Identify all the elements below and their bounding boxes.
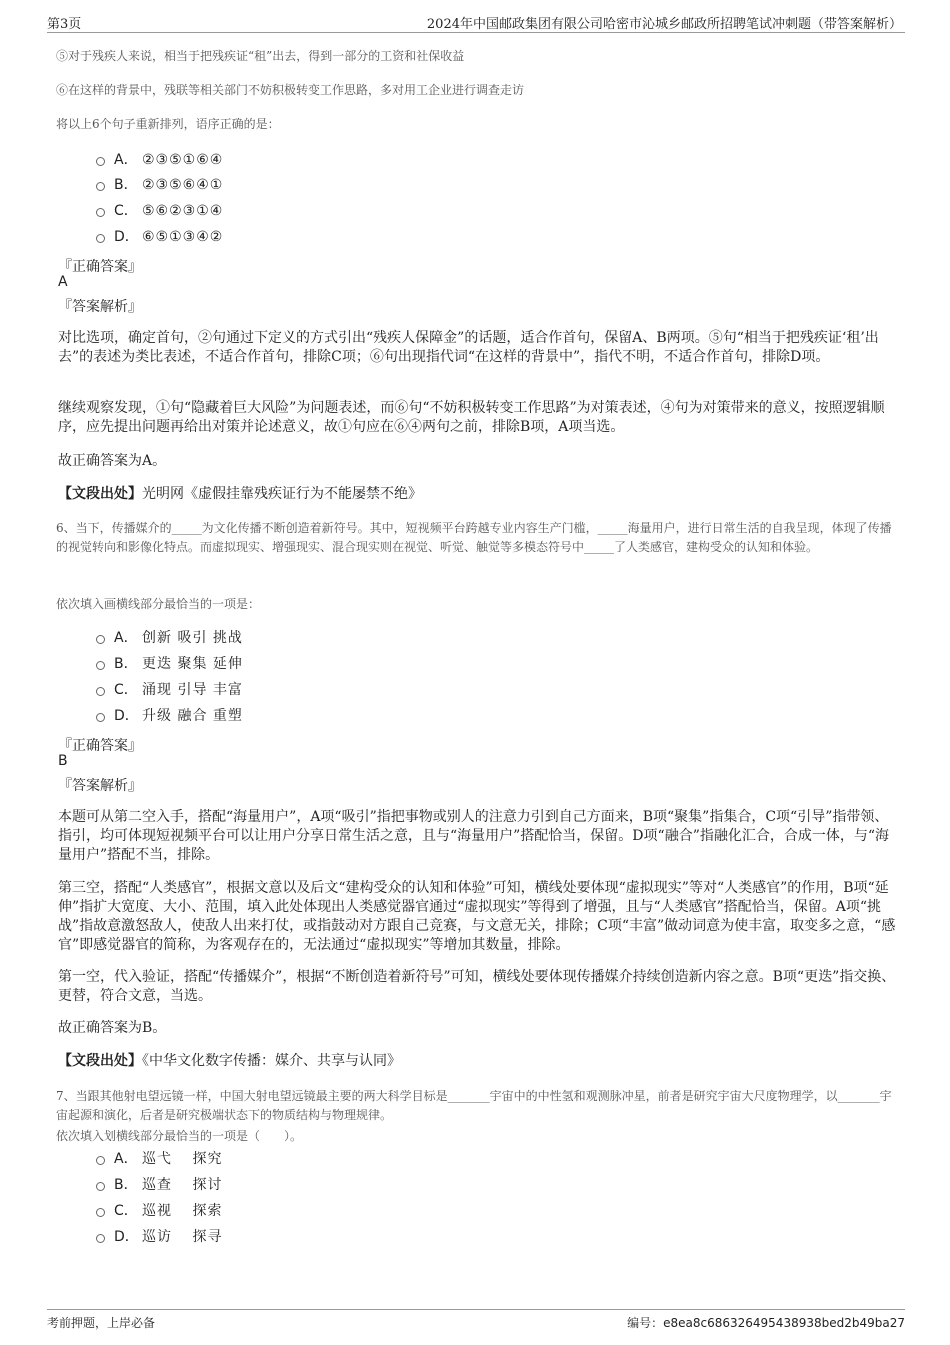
- sentence-6: ⑥在这样的背景中，残联等相关部门不妨积极转变工作思路，多对用工企业进行调查走访: [56, 83, 525, 97]
- code-label: 编号：: [627, 1316, 664, 1330]
- document-title: 2024年中国邮政集团有限公司哈密市沁城乡邮政所招聘笔试冲刺题（带答案解析）: [426, 17, 902, 32]
- q7-option-a[interactable]: A． 巡弋 探究: [96, 1150, 222, 1168]
- radio-icon[interactable]: [96, 1156, 105, 1165]
- q6-option-d[interactable]: D． 升级 融合 重塑: [96, 707, 243, 725]
- q6-option-c[interactable]: C． 涌现 引导 丰富: [96, 681, 243, 699]
- q5-source: [58, 485, 902, 504]
- q6-option-a[interactable]: A． 创新 吸引 挑战: [96, 629, 243, 647]
- q5-answer-tag: 『正确答案』: [58, 259, 142, 275]
- radio-icon[interactable]: [96, 182, 105, 191]
- source-label: 【文段出处】: [58, 486, 142, 502]
- q5-option-d[interactable]: D． ⑥⑤①③④②: [96, 228, 223, 246]
- q7-option-b[interactable]: B． 巡查 探讨: [96, 1176, 222, 1194]
- q5-answer: A: [58, 274, 68, 290]
- q6-analysis-tag: 『答案解析』: [58, 778, 142, 794]
- q6-prompt: 依次填入画横线部分最恰当的一项是：: [56, 597, 261, 611]
- source-text: 《中华文化数字传播：媒介、共享与认同》: [142, 1053, 401, 1069]
- q6-analysis-para-2: 第三空，搭配“人类感官”，根据文意以及后文“建构受众的认知和体验”可知，横线处要体现“虚拟现实”等对“人类感官”的作用，B项“延伸”指扩大宽度、大小、范围，填入此处体现出人类感觉器官通过“虚拟现实”等得到了增强，且与“人类感官”搭配恰当，保留。A项“挑战”指故意激怒敌人，使敌人出来打仗，或指鼓动对方跟自己竞赛，与文意无关，排除；C项“丰富”做动词意为使丰富，取变多之意，“感官”即感觉器官的简称，为客观存在的，无法通过“虚拟现实”等增加其数量，排除。: [58, 880, 896, 953]
- page-number: 第3页: [47, 17, 82, 32]
- radio-icon[interactable]: [96, 661, 105, 670]
- radio-icon[interactable]: [96, 208, 105, 217]
- q6-source: [58, 1052, 902, 1071]
- source-text: 光明网《虚假挂靠残疾证行为不能屡禁不绝》: [142, 486, 422, 502]
- radio-icon[interactable]: [96, 157, 105, 166]
- sentence-5: ⑤对于残疾人来说，相当于把残疾证“租”出去，得到一部分的工资和社保收益: [56, 49, 465, 63]
- radio-icon[interactable]: [96, 1182, 105, 1191]
- q7-stem: 7、当跟其他射电望远镜一样，中国大射电望远镜最主要的两大科学目标是_______宇宙中的中性氢和观测脉冲星，前者是研究宇宙大尺度物理学，以_______宇宙起源和演化，后者是研究极端状态下的物质结构与物理规律。: [56, 1089, 892, 1122]
- q7-prompt: 依次填入划横线部分最恰当的一项是（ ）。: [56, 1129, 303, 1143]
- q5-analysis-para-2: 继续观察发现，①句“隐藏着巨大风险”为问题表述，而⑥句“不妨积极转变工作思路”为对策表述，④句为对策带来的意义，按照逻辑顺序，应先提出问题再给出对策并论述意义，故①句应在⑥④两句之前，排除B项，A项当选。: [58, 400, 885, 435]
- q6-answer-tag: 『正确答案』: [58, 738, 142, 754]
- q5-option-b[interactable]: B． ②③⑤⑥④①: [96, 176, 223, 194]
- source-label: 【文段出处】: [58, 1053, 142, 1069]
- radio-icon[interactable]: [96, 635, 105, 644]
- q6-answer: B: [58, 753, 68, 769]
- header-divider: [47, 32, 905, 33]
- q6-analysis-para-4: 故正确答案为B。: [58, 1020, 167, 1036]
- radio-icon[interactable]: [96, 713, 105, 722]
- q5-analysis-tag: 『答案解析』: [58, 299, 142, 315]
- q6-stem: 6、当下，传播媒介的_____为文化传播不断创造着新符号。其中，短视频平台跨越专业内容生产门槛，_____海量用户，进行日常生活的自我呈现，体现了传播的视觉转向和影像化特点。而虚拟现实、增强现实、混合现实则在视觉、听觉、触觉等多模态符号中_____了人类感官，建构受众的认知和体验。: [56, 521, 892, 554]
- q7-option-c[interactable]: C． 巡视 探索: [96, 1202, 222, 1220]
- footer-slogan: 考前押题，上岸必备: [47, 1316, 156, 1330]
- q5-option-c[interactable]: C． ⑤⑥②③①④: [96, 202, 223, 220]
- radio-icon[interactable]: [96, 234, 105, 243]
- footer-divider: [47, 1309, 905, 1310]
- q5-analysis-para-1: 对比选项，确定首句，②句通过下定义的方式引出“残疾人保障金”的话题，适合作首句，保留A、B两项。⑤句“相当于把残疾证‘租’出去”的表述为类比表述，不适合作首句，排除C项；⑥句出现指代词“在这样的背景中”，指代不明，不适合作首句，排除D项。: [58, 330, 879, 365]
- q5-prompt: 将以上6个句子重新排列，语序正确的是：: [56, 117, 280, 131]
- q5-analysis-para-3: 故正确答案为A。: [58, 453, 167, 469]
- code-value: e8ea8c686326495438938bed2b49ba27: [663, 1316, 905, 1330]
- radio-icon[interactable]: [96, 1208, 105, 1217]
- q6-analysis-para-3: 第一空，代入验证，搭配“传播媒介”，根据“不断创造着新符号”可知，横线处要体现传播媒介持续创造新内容之意。B项“更迭”指交换、更替，符合文意，当选。: [58, 969, 896, 1004]
- radio-icon[interactable]: [96, 1234, 105, 1243]
- q6-option-b[interactable]: B． 更迭 聚集 延伸: [96, 655, 243, 673]
- radio-icon[interactable]: [96, 687, 105, 696]
- q6-analysis-para-1: 本题可从第二空入手，搭配“海量用户”，A项“吸引”指把事物或别人的注意力引到自己方面来，B项“聚集”指集合，C项“引导”指带领、指引，均可体现短视频平台可以让用户分享日常生活之意，且与“海量用户”搭配恰当，保留。D项“融合”指融化汇合，合成一体，与“海量用户”搭配不当，排除。: [58, 809, 890, 863]
- q7-option-d[interactable]: D． 巡访 探寻: [96, 1228, 222, 1246]
- q5-option-a[interactable]: A． ②③⑤①⑥④: [96, 151, 223, 169]
- footer-code: [627, 1314, 905, 1331]
